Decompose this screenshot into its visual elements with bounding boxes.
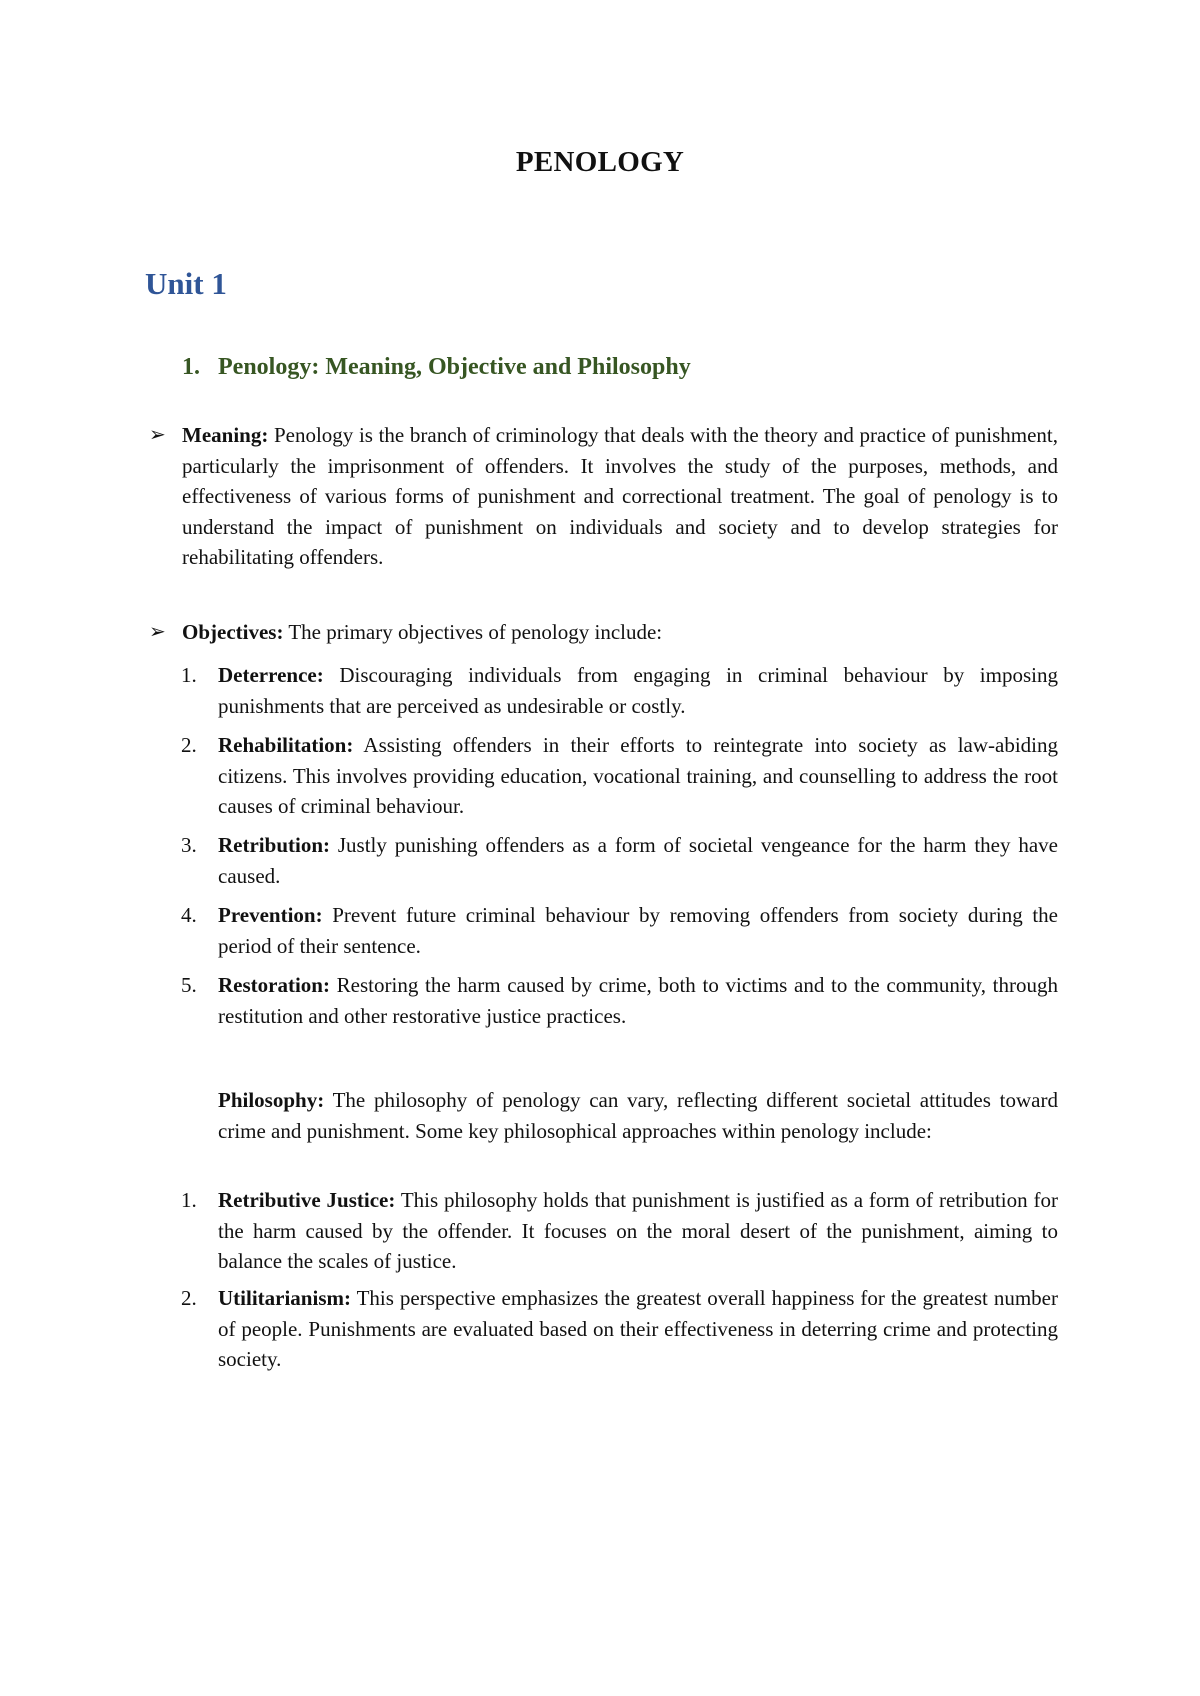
list-item-number: 4.: [181, 903, 197, 927]
list-item-number: 2.: [181, 733, 197, 757]
unit-heading: Unit 1: [145, 266, 227, 301]
list-item: [181, 1185, 1058, 1277]
list-item-term: Deterrence:: [218, 663, 324, 687]
section-heading: [182, 354, 691, 381]
list-item: [181, 1283, 1058, 1375]
list-item-number: 5.: [181, 973, 197, 997]
document-title: PENOLOGY: [515, 146, 685, 178]
section-title: Penology: Meaning, Objective and Philosophy: [218, 354, 691, 380]
list-item: [181, 900, 1058, 961]
arrow-bullet-icon: ➢: [149, 621, 166, 643]
list-item-text: Prevent future criminal behaviour by removing offenders from society during the period of their sentence.: [218, 903, 1058, 958]
list-item-term: Utilitarianism:: [218, 1286, 351, 1310]
objectives-paragraph: [149, 617, 1058, 648]
arrow-bullet-icon: ➢: [149, 424, 166, 446]
list-item-number: 1.: [181, 663, 197, 687]
objectives-text: The primary objectives of penology include:: [283, 620, 663, 644]
list-item-number: 3.: [181, 833, 197, 857]
list-item-number: 2.: [181, 1286, 197, 1310]
list-item-text: Assisting offenders in their efforts to reintegrate into society as law-abiding citizens. This involves providing education, vocational training, and counselling to address the root causes of criminal behaviour.: [218, 733, 1058, 818]
list-item-term: Retributive Justice:: [218, 1188, 396, 1212]
list-item: [181, 830, 1058, 891]
list-item-term: Prevention:: [218, 903, 323, 927]
list-item: [181, 970, 1058, 1031]
list-item-text: Restoring the harm caused by crime, both to victims and to the community, through restitution and other restorative justice practices.: [218, 973, 1058, 1028]
section-number: 1.: [182, 354, 200, 380]
philosophy-term: Philosophy:: [218, 1088, 325, 1112]
meaning-text: Penology is the branch of criminology that deals with the theory and practice of punishment, particularly the imprisonment of offenders. It involves the study of the purposes, methods, and effectiveness of various forms of punishment and correctional treatment. The goal of penology is to understand the impact of punishment on individuals and society and to develop strategies for rehabilitating offenders.: [182, 423, 1058, 569]
list-item-number: 1.: [181, 1188, 197, 1212]
list-item-term: Retribution:: [218, 833, 330, 857]
list-item-text: This philosophy holds that punishment is justified as a form of retribution for the harm caused by the offender. It focuses on the moral desert of the punishment, aiming to balance the scales of justice.: [218, 1188, 1058, 1273]
philosophy-text: The philosophy of penology can vary, reflecting different societal attitudes toward crime and punishment. Some key philosophical approaches within penology include:: [218, 1088, 1058, 1143]
list-item: [181, 730, 1058, 822]
meaning-paragraph: [149, 420, 1058, 573]
list-item-text: Justly punishing offenders as a form of societal vengeance for the harm they have caused.: [218, 833, 1058, 888]
meaning-term: Meaning:: [182, 423, 269, 447]
list-item-text: Discouraging individuals from engaging in criminal behaviour by imposing punishments that are perceived as undesirable or costly.: [218, 663, 1058, 718]
objectives-term: Objectives:: [182, 620, 284, 644]
list-item-text: This perspective emphasizes the greatest overall happiness for the greatest number of people. Punishments are evaluated based on their effectiveness in deterring crime and protecting society.: [218, 1286, 1058, 1371]
list-item-term: Restoration:: [218, 973, 330, 997]
list-item-term: Rehabilitation:: [218, 733, 354, 757]
philosophy-paragraph: [218, 1085, 1058, 1146]
list-item: [181, 660, 1058, 721]
